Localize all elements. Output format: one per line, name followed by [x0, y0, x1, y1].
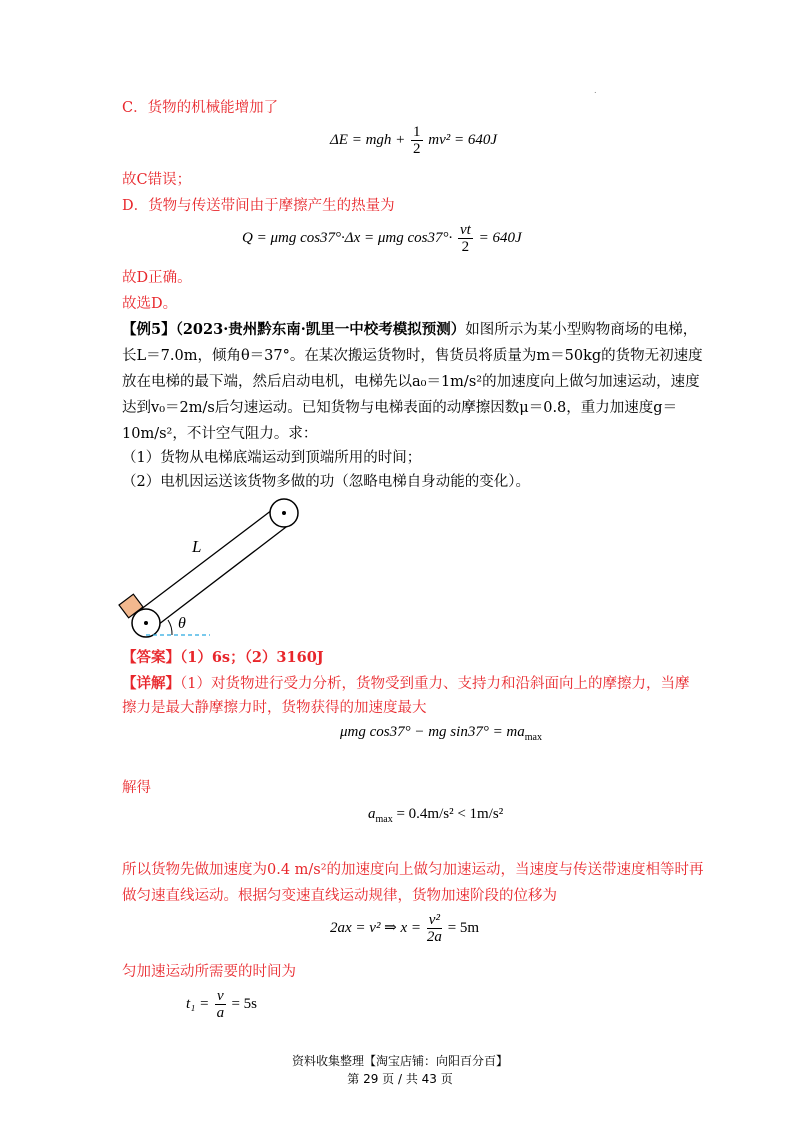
eq4-right: = 5s: [231, 995, 257, 1012]
partC-equation: [330, 124, 497, 157]
example-question2: （2）电机因运送该货物多做的功（忽略电梯自身动能的变化）。: [122, 474, 530, 490]
example-tag: 【例5】: [122, 321, 176, 338]
partD-eq-fraction: [458, 222, 473, 255]
partC-eq-fraction: [411, 124, 423, 157]
eq3-num: v²: [428, 912, 440, 928]
detail-equation4: [186, 988, 257, 1021]
example-line3: 放在电梯的最下端，然后启动电机，电梯先以a₀＝1m/s²的加速度向上做匀加速运动，速度: [122, 374, 700, 390]
partD-label: D．货物与传送带间由于摩擦产生的热量为: [122, 198, 395, 214]
example-line1: [122, 320, 697, 340]
top-pulley-axle: [282, 511, 286, 515]
belt-bottom-line: [150, 524, 290, 631]
detail-line4: 做匀速直线运动。根据匀变速直线运动规律，货物加速阶段的位移为: [122, 888, 557, 904]
answer-tag: 【答案】: [122, 649, 180, 666]
eq1-body: μmg cos37° − mg sin37° = ma: [340, 724, 525, 740]
eq4-left: t₁ =: [186, 995, 210, 1012]
example-line2: 长L＝7.0m，倾角θ＝37°。在某次搬运货物时，售货员将质量为m＝50kg的货物无初速度: [122, 348, 703, 364]
partD-eq-left: Q = μmg cos37°·Δx = μmg cos37°·: [242, 229, 453, 246]
conveyor-figure: [110, 490, 310, 650]
eq3-left: 2ax = v² ⇒ x =: [330, 919, 422, 936]
example-question1: （1）货物从电梯底端运动到顶端所用的时间；: [122, 450, 422, 466]
detail-equation3: [330, 912, 479, 945]
detail-line1: [122, 674, 689, 694]
answer-text: （1）6s；（2）3160J: [180, 649, 324, 666]
partD-eq-den: 2: [461, 239, 470, 255]
detail-line3: 所以货物先做加速度为0.4 m/s²的加速度向上做匀加速运动，当速度与传送带速度相等时再: [122, 862, 704, 878]
theta-label: θ: [178, 615, 186, 632]
eq4-num: v: [217, 988, 224, 1004]
belt-top-line: [140, 510, 272, 610]
footer-source: 资料收集整理【淘宝店铺：向阳百分百】: [291, 1054, 508, 1068]
eq2-a: a: [368, 806, 376, 822]
partC-eq-den: 2: [413, 141, 421, 157]
partD-equation: [242, 222, 522, 255]
partD-eq-right: = 640J: [478, 229, 522, 246]
partD-conclusion: 故D正确。: [122, 270, 192, 286]
eq2-sub: max: [375, 814, 393, 825]
partC-eq-num: 1: [413, 124, 421, 140]
detail-line2: 擦力是最大静摩擦力时，货物获得的加速度最大: [122, 700, 427, 716]
eq3-right: = 5m: [447, 919, 480, 936]
example-line4: 达到v₀＝2m/s后匀速运动。已知货物与电梯表面的动摩擦因数μ＝0.8，重力加速度g＝: [122, 400, 678, 416]
eq2-rest: = 0.4m/s² < 1m/s²: [396, 806, 504, 822]
eq1-sub: max: [524, 732, 542, 743]
partC-conclusion: 故C错误；: [122, 172, 192, 188]
partD-eq-num: vt: [460, 222, 471, 238]
bottom-pulley-axle: [144, 621, 148, 625]
answer-line: [122, 648, 324, 668]
detail-line1-rest: （1）对货物进行受力分析，货物受到重力、支持力和沿斜面向上的摩擦力，当摩: [180, 676, 690, 692]
eq4-fraction: [215, 988, 226, 1021]
partC-eq-left: ΔE = mgh +: [330, 131, 406, 148]
eq3-fraction: [427, 912, 442, 945]
detail-tag: 【详解】: [122, 675, 180, 692]
detail-line5: 匀加速运动所需要的时间为: [122, 964, 296, 980]
partC-eq-right: mv² = 640J: [428, 131, 498, 148]
eq3-den: 2a: [426, 929, 442, 945]
detail-equation2: [368, 806, 503, 825]
footer-page-number: 第 29 页 / 共 43 页: [347, 1072, 453, 1086]
length-label: L: [192, 537, 202, 556]
eq4-den: a: [216, 1005, 225, 1021]
detail-solve: 解得: [122, 780, 151, 796]
detail-equation1: [340, 724, 542, 743]
example-source: （2023·贵州黔东南·凯里一中校考模拟预测）: [175, 321, 466, 338]
partD-choice: 故选D。: [122, 296, 178, 312]
example-line1-rest: 如图所示为某小型购物商场的电梯，: [465, 322, 698, 338]
example-line5: 10m/s²，不计空气阻力。求：: [122, 426, 318, 442]
angle-arc: [168, 620, 172, 635]
partC-label: C．货物的机械能增加了: [122, 100, 279, 116]
stray-dot: .: [594, 86, 597, 95]
